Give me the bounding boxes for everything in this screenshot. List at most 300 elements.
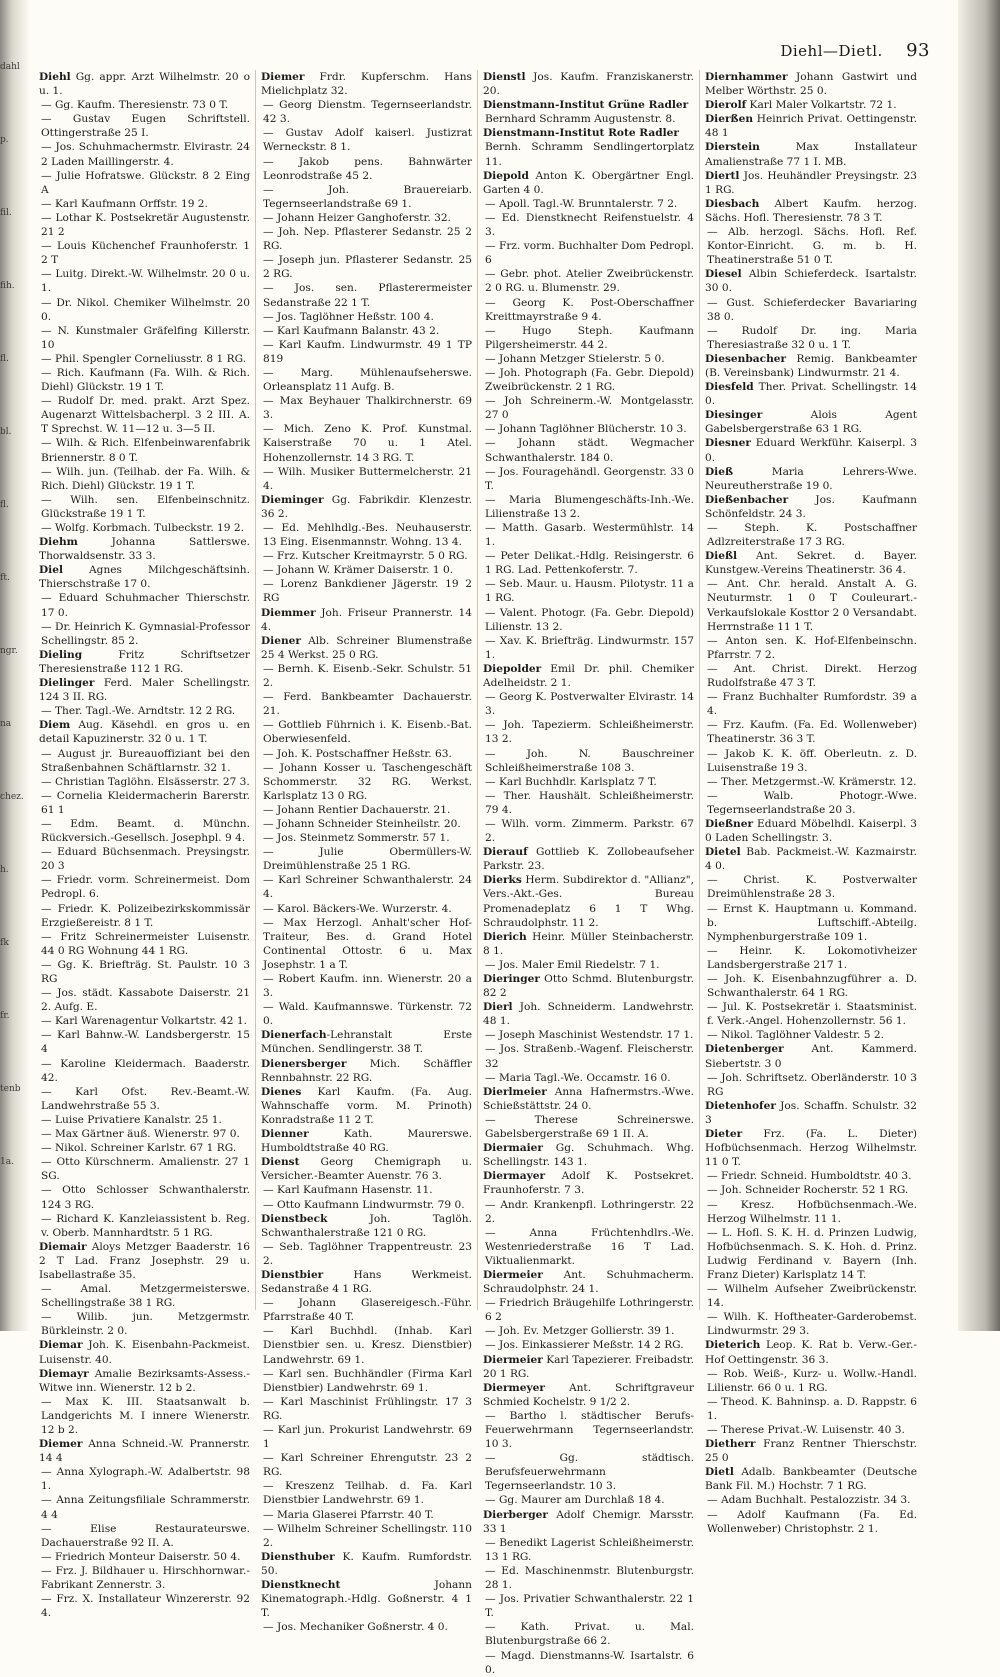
- header-title: Diehl—Dietl.: [780, 42, 883, 60]
- entry-details: Alb. Schreiner Blumenstraße 25 4 Werkst. 25 0 RG.: [261, 634, 472, 661]
- directory-entry: [261, 902, 472, 916]
- entry-details: -Lehranstalt Erste München. Sendlingerstr. 38 T.: [261, 1029, 472, 1056]
- entry-details: — Jos. städt. Kassabote Daiserstr. 21 2. Aufg. E.: [41, 987, 250, 1014]
- directory-entry: [705, 1310, 917, 1338]
- entry-surname: Dienstmann-Institut Rote Radler: [483, 127, 679, 140]
- spine-fragment: ngr.: [0, 646, 18, 656]
- entry-details: Remig. Bankbeamter (B. Vereinsbank) Lindwurmstr. 21 4.: [705, 352, 917, 379]
- directory-entry: [39, 1127, 250, 1141]
- directory-entry: [261, 183, 472, 211]
- entry-details: — Wilh. & Rich. Elfenbeinwarenfabrik Briennerstr. 8 0 T.: [41, 437, 250, 464]
- entry-details: Jos. Kaufmann Schönfeldstr. 24 3.: [705, 493, 917, 520]
- entry-details: — Jos. Maler Emil Riedelstr. 7 1.: [485, 958, 660, 971]
- directory-entry: [705, 1437, 917, 1465]
- directory-entry: [39, 775, 250, 789]
- directory-entry: [261, 70, 472, 98]
- directory-entry: [483, 1042, 694, 1070]
- directory-entry: [261, 521, 472, 549]
- directory-entry: [261, 253, 472, 281]
- entry-details: — Joh. K. Eisenbahnzugführer a. D. Schwanthalerstr. 64 1 RG.: [707, 973, 917, 1000]
- entry-details: — Gottlieb Führnich i. K. Eisenb.-Bat. Oberwiesenfeld.: [263, 719, 472, 746]
- directory-entry: [483, 1409, 694, 1451]
- entry-details: — Lothar K. Postsekretär Augustenstr. 21 2: [41, 211, 250, 239]
- directory-entry: [483, 366, 694, 394]
- entry-details: — Karl Kaufmann Orffstr. 19 2.: [41, 197, 208, 210]
- entry-details: — Kath. Privat. u. Mal. Blutenburgstraße 66 2.: [485, 1621, 694, 1648]
- entry-details: Jos. Heuhändler Preysingstr. 23 1 RG.: [705, 169, 917, 196]
- entry-details: — Robert Kaufm. inn. Wienerstr. 20 a 3.: [263, 973, 472, 1000]
- directory-entry: [483, 352, 694, 366]
- entry-details: — Jos. Mechaniker Goßnerstr. 4 0.: [263, 1621, 448, 1634]
- directory-entry: [483, 634, 694, 662]
- entry-details: — Adolf Kaufmann (Fa. Ed. Wollenweber) Christophstr. 2 1.: [707, 1508, 917, 1535]
- entry-details: — Marg. Mühlenaufseherswe. Orleansplatz 11 Aufg. B.: [263, 366, 472, 394]
- directory-entry: [261, 803, 472, 817]
- directory-entry: [483, 972, 694, 1000]
- entry-details: — Johann Schneider Steinheilstr. 20.: [263, 817, 461, 830]
- directory-entry: [261, 493, 472, 521]
- entry-details: — Karl Buchhdl. (Inhab. Karl Dienstbier sen. u. Kresz. Dienstbier) Landwehrstr. 69 1.: [263, 1325, 472, 1366]
- directory-entry: [261, 817, 472, 831]
- entry-details: — Benedikt Lagerist Schleißheimerstr. 13 1 RG.: [485, 1536, 694, 1563]
- entry-details: Albin Schieferdeck. Isartalstr. 30 0.: [705, 268, 917, 295]
- entry-surname: Diermeyer: [483, 1381, 545, 1394]
- entry-details: — Valent. Photogr. (Fa. Gebr. Diepold) Lilienstr. 13 2.: [485, 606, 694, 633]
- running-head: [780, 40, 930, 61]
- entry-surname: Dießl: [705, 550, 738, 563]
- entry-surname: Diel: [39, 564, 63, 577]
- entry-details: — Ther. Haushält. Schleißheimerstr. 79 4.: [485, 789, 694, 816]
- entry-details: — L. Hofl. S. K. H. d. Prinzen Ludwig, Hofbüchsenmach. S. K. Hoh. d. Prinz. Ludwig Ferdinand v. Bayern (Inh. Franz Dieter) Karlsplatz 14 T.: [707, 1226, 917, 1281]
- entry-details: Joh. Friseur Prannerstr. 14 4.: [261, 606, 472, 633]
- directory-entry: [261, 211, 472, 225]
- directory-entry: [483, 1226, 694, 1268]
- entry-details: Leop. K. Rat b. Verw.-Ger.-Hof Oettingenstr. 36 3.: [705, 1339, 917, 1366]
- entry-details: — Jakob K. K. öff. Oberleutn. z. D. Luisenstraße 19 3.: [707, 747, 917, 774]
- entry-details: — Seb. Maur. u. Hausm. Pilotystr. 11 a 1 RG.: [485, 578, 694, 605]
- entry-details: — Joh. Tapezierm. Schleißheimerstr. 13 2.: [485, 719, 694, 746]
- entry-surname: Dierstein: [705, 141, 760, 154]
- directory-entry: [39, 521, 250, 535]
- directory-entry: [39, 169, 250, 197]
- directory-entry: [261, 1028, 472, 1056]
- entry-surname: Dießner: [705, 817, 754, 830]
- directory-entry: [483, 239, 694, 267]
- directory-entry: [483, 1268, 694, 1296]
- directory-entry: [705, 662, 917, 690]
- entry-details: Bernhard Schramm Augustenstr. 8.: [485, 113, 676, 126]
- entry-details: — Anton sen. K. Hof-Elfenbeinschn. Pfarrstr. 7 2.: [707, 634, 917, 661]
- directory-entry: [483, 465, 694, 493]
- directory-entry: [261, 1296, 472, 1324]
- directory-entry: [705, 465, 917, 493]
- entry-surname: Diemer: [39, 1438, 83, 1451]
- entry-details: — Karl Maschinist Frühlingstr. 17 3 RG.: [263, 1395, 472, 1422]
- entry-details: — Ernst K. Hauptmann u. Kommand. b. Luftschiff.-Abteilg. Nymphenburgerstraße 109 1.: [707, 902, 917, 943]
- directory-entry: [705, 1099, 917, 1127]
- directory-entry: [483, 1353, 694, 1381]
- entry-details: Heinr. Müller Steinbacherstr. 8 1.: [483, 930, 694, 957]
- directory-entry: [705, 972, 917, 1000]
- directory-entry: [705, 521, 917, 549]
- entry-details: — Karl Kaufmann Balanstr. 43 2.: [263, 324, 440, 337]
- entry-details: — Karl Kaufmann Hasenstr. 11.: [263, 1184, 433, 1197]
- directory-entry: [39, 1212, 250, 1240]
- entry-details: Emil Dr. phil. Chemiker Adelheidstr. 2 1.: [483, 662, 694, 690]
- directory-entry: [483, 70, 694, 98]
- directory-entry: [705, 1226, 917, 1282]
- directory-entry: [483, 549, 694, 577]
- entry-surname: Diemmer: [261, 606, 316, 619]
- entry-details: — Johann Kosser u. Taschengeschäft Schommerstr. 32 RG. Werkst. Karlsplatz 13 0 RG.: [263, 761, 472, 802]
- entry-details: Joh. K. Eisenbahn-Packmeist. Luisenstr. 40.: [39, 1339, 250, 1366]
- spine-fragment: ft.: [0, 573, 10, 583]
- directory-entry: [483, 1000, 694, 1028]
- entry-details: — Heinr. K. Lokomotivheizer Landsbergerstraße 217 1.: [707, 944, 917, 971]
- directory-entry: [39, 1141, 250, 1155]
- directory-entry: [39, 845, 250, 873]
- directory-entry: [705, 845, 917, 873]
- spine-fragment: dahl: [0, 62, 20, 72]
- directory-entry: [39, 902, 250, 930]
- directory-entry: [261, 1155, 472, 1183]
- directory-entry: [39, 1367, 250, 1395]
- entry-details: — Bartho l. städtischer Berufs-Feuerwehrmann Tegernseerlandstr. 10 3.: [485, 1409, 694, 1451]
- entry-surname: Dienstmann-Institut Grüne Radler: [483, 99, 689, 112]
- column-2: [256, 70, 478, 1634]
- spine-fragment: fk: [0, 938, 9, 948]
- entry-details: — Johann Metzger Stielerstr. 5 0.: [485, 352, 665, 365]
- entry-details: — Walb. Photogr.-Wwe. Tegernseerlandstraße 20 3.: [707, 789, 917, 816]
- directory-entry: [483, 1508, 694, 1536]
- directory-entry: [483, 1536, 694, 1564]
- directory-entry: [705, 1493, 917, 1507]
- entry-details: Maria Lehrers-Wwe. Neureutherstraße 19 0.: [705, 465, 917, 492]
- directory-entry: [483, 718, 694, 746]
- entry-surname: Diernhammer: [705, 71, 788, 83]
- entry-details: — Karl sen. Buchhändler (Firma Karl Dienstbier) Landwehrstr. 69 1.: [263, 1367, 472, 1394]
- directory-entry: [705, 380, 917, 408]
- entry-surname: Dieminger: [261, 493, 324, 506]
- directory-entry: [483, 690, 694, 718]
- directory-entry: [705, 1423, 917, 1437]
- directory-entry: [39, 591, 250, 619]
- entry-details: — Karl Schreiner Schwanthalerstr. 24 4.: [263, 874, 472, 901]
- entry-details: — Gust. Schieferdecker Bavariaring 38 0.: [707, 296, 917, 323]
- entry-details: Herm. Subdirektor d. "Allianz", Vers.-Akt.-Ges. Bureau Promenadeplatz 6 1 T Whg. Schraudolphstr. 11 2.: [483, 874, 694, 929]
- entry-details: — Maria Blumengeschäfts-Inh.-We. Lilienstraße 13 2.: [485, 493, 694, 520]
- directory-entry: [705, 1367, 917, 1395]
- entry-details: Eduard Möbelhdl. Kaiserpl. 3 0 Laden Schellingstr. 3.: [705, 817, 917, 845]
- directory-entry: [39, 718, 250, 746]
- entry-details: — Wilh. vorm. Zimmerm. Parkstr. 67 2.: [485, 817, 694, 845]
- entry-details: — Eduard Büchsenmach. Preysingstr. 20 3: [41, 846, 250, 873]
- directory-entry: [39, 140, 250, 168]
- entry-details: — Karl Warenagentur Volkartstr. 42 1.: [41, 1015, 247, 1028]
- directory-entry: [705, 70, 917, 98]
- entry-details: — Joh. Ev. Metzger Gollierstr. 39 1.: [485, 1325, 675, 1338]
- entry-details: Otto Schmd. Blutenburgstr. 82 2: [483, 973, 694, 1000]
- entry-details: Ferd. Maler Schellingstr. 124 3 II. RG.: [39, 677, 250, 704]
- entry-details: — Rich. Kaufmann (Fa. Wilh. & Rich. Diehl) Glückstr. 19 1 T.: [41, 366, 250, 394]
- entry-details: Gg. Fabrikdir. Klenzestr. 36 2.: [261, 493, 472, 520]
- entry-details: — Lorenz Bankdiener Jägerstr. 19 2 RG: [263, 578, 472, 605]
- directory-entry: [261, 1268, 472, 1296]
- entry-details: Adalb. Bankbeamter (Deutsche Bank Fil. M.) Hochstr. 7 1 RG.: [705, 1466, 917, 1493]
- entry-details: Gg. appr. Arzt Wilhelmstr. 20 o u. 1.: [39, 71, 250, 98]
- entry-details: — Anna Xylograph.-W. Adalbertstr. 98 1.: [41, 1466, 250, 1493]
- entry-details: — Ed. Mehlhdlg.-Bes. Neuhauserstr. 13 Eing. Eisenmannstr. Wohng. 13 4.: [263, 522, 472, 549]
- directory-entry: [39, 789, 250, 817]
- entry-surname: Dienes: [261, 1085, 302, 1098]
- directory-entry: [483, 1071, 694, 1085]
- entry-details: Anton K. Obergärtner Engl. Garten 4 0.: [483, 169, 694, 196]
- entry-details: — Wilh. jun. (Teilhab. der Fa. Wilh. & Rich. Diehl) Glückstr. 19 1 T.: [41, 465, 250, 492]
- entry-details: Bernh. Schramm Sendlingertorplatz 11.: [485, 141, 694, 168]
- entry-details: Kath. Maurerswe. Humboldtstraße 40 RG.: [261, 1128, 472, 1155]
- entry-details: — Johann Heizer Ganghoferstr. 32.: [263, 211, 451, 224]
- entry-details: — Therese Privat.-W. Luisenstr. 40 3.: [707, 1424, 905, 1436]
- directory-entry: [483, 1296, 694, 1324]
- directory-entry: [705, 577, 917, 633]
- entry-details: — Johann städt. Wegmacher Schwanthalerstr. 184 0.: [485, 437, 694, 464]
- directory-entry: [261, 634, 472, 662]
- directory-entry: [39, 197, 250, 211]
- entry-details: — Karoline Kleidermach. Baaderstr. 42.: [41, 1057, 250, 1084]
- directory-entry: [705, 1028, 917, 1042]
- directory-entry: [39, 1057, 250, 1085]
- directory-entry: [261, 1423, 472, 1451]
- entry-surname: Dienerfach: [261, 1029, 327, 1042]
- directory-entry: [483, 324, 694, 352]
- entry-details: — Friedrich Monteur Daiserstr. 50 4.: [41, 1550, 241, 1563]
- entry-details: Anna Schneid.-W. Prannerstr. 14 4: [39, 1438, 250, 1465]
- entry-details: — Rudolf Dr. med. prakt. Arzt Spez. Augenarzt Wittelsbacherpl. 3 2 III. A. T Sprechst. W. 11—12 u. 3—5 II.: [41, 395, 250, 436]
- directory-entry: [39, 535, 250, 563]
- entry-details: Max Installateur Amalienstraße 77 1 I. MB.: [705, 141, 917, 168]
- directory-entry: [483, 1620, 694, 1648]
- directory-entry: [261, 1000, 472, 1028]
- directory-entry: [261, 98, 472, 126]
- entry-details: Johann Gastwirt und Melber Wörthstr. 25 0.: [705, 71, 917, 98]
- directory-entry: [705, 549, 917, 577]
- directory-entry: [39, 1014, 250, 1028]
- entry-details: — Joh. Nep. Pflasterer Sedanstr. 25 2 RG.: [263, 226, 472, 253]
- directory-entry: [39, 817, 250, 845]
- entry-surname: Diepold: [483, 169, 529, 182]
- directory-entry: [39, 986, 250, 1014]
- entry-details: — Johann W. Krämer Daiserstr. 1 0.: [263, 564, 454, 577]
- directory-entry: [39, 620, 250, 648]
- entry-details: — Joh. N. Bauschreiner Schleißheimerstraße 108 3.: [485, 747, 694, 774]
- entry-surname: Diesbach: [705, 197, 760, 210]
- directory-entry: [483, 1592, 694, 1620]
- entry-details: — Otto Kaufmann Lindwurmstr. 79 0.: [263, 1198, 465, 1211]
- directory-entry: [39, 1522, 250, 1550]
- entry-details: — Karl Kaufm. Lindwurmstr. 49 1 TP 819: [263, 338, 472, 365]
- entry-details: — Ant. Chr. herald. Anstalt A. G. Neuturmstr. 1 0 T Couleurart.-Verkaufslokale Kosttor 2 0 Versandabt. Herrnstraße 11 1 T.: [707, 578, 917, 633]
- entry-details: — Nikol. Taglöhner Valdestr. 5 2.: [707, 1029, 884, 1042]
- entry-surname: Dietl: [705, 1466, 734, 1479]
- directory-entry: [483, 930, 694, 958]
- spine-fragment: fl.: [0, 354, 9, 364]
- directory-entry: [39, 1240, 250, 1282]
- entry-details: — Joseph jun. Pflasterer Sedanstr. 25 2 RG.: [263, 254, 472, 281]
- entry-details: — Wolfg. Korbmach. Tulbeckstr. 19 2.: [41, 522, 245, 534]
- entry-details: — Jos. Schuhmachermstr. Elvirastr. 24 2 Laden Maillingerstr. 4.: [41, 141, 250, 168]
- entry-details: — Julie Obermüllers-W. Dreimühlenstraße 25 1 RG.: [263, 846, 472, 873]
- directory-entry: [483, 1451, 694, 1493]
- directory-entry: [705, 817, 917, 845]
- directory-entry: [483, 1381, 694, 1409]
- entry-surname: Diemair: [39, 1240, 87, 1253]
- entry-details: — Jos. Einkassierer Meßstr. 14 2 RG.: [485, 1339, 684, 1352]
- entry-surname: Dietenberger: [705, 1043, 784, 1056]
- entry-details: — Wilh. sen. Elfenbeinschnitz. Glückstraße 19 1 T.: [41, 493, 250, 520]
- directory-entry: [705, 1282, 917, 1310]
- entry-surname: Diermeier: [483, 1353, 543, 1366]
- entry-details: — Anna Früchtenhdlrs.-We. Westenriederstraße 16 T Lad. Viktualienmarkt.: [485, 1226, 694, 1267]
- entry-details: — Theod. K. Bahninsp. a. D. Rappstr. 6 1.: [707, 1395, 917, 1422]
- directory-entry: [483, 197, 694, 211]
- directory-entry: [483, 747, 694, 775]
- entry-details: Karl Tapezierer. Freibadstr. 20 1 RG.: [483, 1353, 694, 1380]
- entry-details: Frz. (Fa. L. Dieter) Hofbüchsenmach. Herzog Wilhelmstr. 11 0 T.: [705, 1128, 917, 1169]
- entry-details: — Max Gärtner äuß. Wienerstr. 97 0.: [41, 1128, 240, 1141]
- directory-entry: [483, 296, 694, 324]
- spine-fragment: fil.: [0, 208, 12, 218]
- directory-entry: [261, 324, 472, 338]
- entry-surname: Diepolder: [483, 662, 542, 675]
- directory-entry: [39, 704, 250, 718]
- directory-entry: [261, 1578, 472, 1620]
- spine-fragment: p.: [0, 135, 9, 145]
- entry-surname: Diesinger: [705, 409, 763, 422]
- directory-entry: [261, 225, 472, 253]
- entry-details: — Luitg. Direkt.-W. Wilhelmstr. 20 0 u. 1.: [41, 268, 250, 295]
- directory-entry: [261, 1085, 472, 1127]
- directory-entry: [705, 493, 917, 521]
- entry-details: — Richard K. Kanzleiassistent b. Reg. v. Oberb. Mannhardtstr. 5 1 RG.: [41, 1212, 250, 1239]
- directory-entry: [261, 747, 472, 761]
- directory-entry: [705, 775, 917, 789]
- directory-entry: [261, 338, 472, 366]
- directory-entry: [39, 1155, 250, 1183]
- directory-entry: [39, 1113, 250, 1127]
- directory-entry: [483, 1113, 694, 1141]
- entry-details: — Wilhelm Aufseher Zweibrückenstr. 14.: [707, 1283, 917, 1310]
- entry-details: Bab. Packmeist.-W. Kazmairstr. 4 0.: [705, 846, 917, 873]
- directory-entry: [705, 352, 917, 380]
- entry-details: — Apoll. Tagl.-W. Brunntalerstr. 7 2.: [485, 197, 678, 210]
- entry-details: — Joh Schreinerm.-W. Montgelasstr. 27 0: [485, 395, 694, 422]
- directory-entry: [261, 606, 472, 634]
- spine-fragment: tenb: [0, 1084, 21, 1094]
- directory-entry: [39, 239, 250, 267]
- directory-entry: [39, 436, 250, 464]
- directory-entry: [261, 465, 472, 493]
- entry-surname: Dierks: [483, 874, 522, 887]
- entry-details: — Christ. K. Postverwalter Dreimühlenstraße 28 3.: [707, 874, 917, 901]
- directory-entry: [261, 916, 472, 972]
- directory-entry: [483, 662, 694, 690]
- directory-entry: [705, 225, 917, 267]
- directory-entry: [705, 1169, 917, 1183]
- entry-details: — Ther. Metzgermst.-W. Krämerstr. 12.: [707, 775, 917, 788]
- facing-page-fragment: [0, 0, 32, 1331]
- directory-entry: [483, 1169, 694, 1197]
- entry-details: — Gg. K. Briefträg. St. Paulstr. 10 3 RG: [41, 958, 250, 985]
- entry-surname: Diem: [39, 719, 71, 732]
- entry-surname: Dierolf: [705, 99, 747, 112]
- entry-surname: Dierßen: [705, 113, 754, 126]
- entry-surname: Diesner: [705, 437, 751, 450]
- directory-entry: [705, 1395, 917, 1423]
- entry-details: — Dr. Heinrich K. Gymnasial-Professor Schellingstr. 85 2.: [41, 620, 250, 647]
- directory-entry: [39, 267, 250, 295]
- directory-entry: [705, 1000, 917, 1028]
- directory-entry: [705, 112, 917, 140]
- entry-surname: Diesfeld: [705, 381, 754, 394]
- directory-entry: [483, 211, 694, 239]
- directory-entry: [705, 747, 917, 775]
- entry-details: Adolf Chemigr. Marsstr. 33 1: [483, 1508, 694, 1535]
- entry-surname: Diermaier: [483, 1142, 543, 1155]
- directory-entry: [705, 169, 917, 197]
- entry-surname: Diensthuber: [261, 1550, 335, 1563]
- directory-entry: [39, 873, 250, 901]
- entry-details: — Peter Delikat.-Hdlg. Reisingerstr. 6 1 RG. Lad. Pettenkoferstr. 7.: [485, 550, 694, 577]
- directory-entry: [261, 718, 472, 746]
- entry-details: — N. Kunstmaler Gräfelfing Killerstr. 10: [41, 324, 250, 351]
- entry-details: — Jos. Privatier Schwanthalerstr. 22 1 T.: [485, 1593, 694, 1620]
- entry-details: — Therese Schreinerswe. Gabelsbergerstraße 69 1 II. A.: [485, 1113, 694, 1141]
- directory-entry: [39, 1465, 250, 1493]
- directory-entry: [39, 1437, 250, 1465]
- entry-surname: Diehm: [39, 536, 78, 549]
- directory-entry: [705, 267, 917, 295]
- directory-entry: [705, 197, 917, 225]
- entry-details: — Georg Dienstm. Tegernseerlandstr. 42 3.: [263, 99, 472, 126]
- entry-details: — Gebr. phot. Atelier Zweibrückenstr. 2 0 RG. u. Blumenstr. 29.: [485, 268, 694, 295]
- directory-entry: [483, 1141, 694, 1169]
- directory-entry: [705, 1198, 917, 1226]
- directory-entry: [483, 1028, 694, 1042]
- entry-details: Georg Chemigraph u. Versicher.-Beamter Auenstr. 76 3.: [261, 1156, 472, 1183]
- entry-details: — Joseph Maschinist Westendstr. 17 1.: [485, 1029, 694, 1042]
- directory-entry: [705, 634, 917, 662]
- entry-details: Ant. Schriftgraveur Schmied Kochelstr. 9 1/2 2.: [483, 1381, 694, 1408]
- entry-details: Joh. Taglöh. Schwanthalerstraße 121 0 RG.: [261, 1212, 472, 1239]
- directory-entry: [261, 1620, 472, 1634]
- entry-details: Ant. Kammerd. Siebertstr. 3 0: [705, 1043, 917, 1070]
- entry-surname: Dienner: [261, 1128, 309, 1141]
- spine-fragment: fl.: [0, 500, 9, 510]
- entry-details: K. Kaufm. Rumfordstr. 50.: [261, 1550, 472, 1577]
- entry-details: — Karl Schreiner Ehrengutstr. 23 2 RG.: [263, 1452, 472, 1479]
- entry-details: — Alb. herzogl. Sächs. Hofl. Ref. Kontor-Einricht. G. m. b. H. Theatinerstraße 51 0 T.: [707, 226, 917, 267]
- entry-details: — Luise Privatiere Kanalstr. 25 1.: [41, 1113, 222, 1126]
- directory-entry: [39, 1395, 250, 1437]
- entry-details: — Johann Taglöhner Blücherstr. 10 3.: [485, 423, 687, 436]
- directory-entry: [39, 648, 250, 676]
- entry-surname: Dierl: [483, 1001, 513, 1014]
- entry-details: — Dr. Nikol. Chemiker Wilhelmstr. 20 0.: [41, 296, 250, 323]
- directory-entry: [261, 845, 472, 873]
- directory-entry: [261, 422, 472, 464]
- entry-details: — Maria Tagl.-We. Occamstr. 16 0.: [485, 1071, 671, 1084]
- entry-details: — Seb. Taglöhner Trappentreustr. 23 2.: [263, 1240, 472, 1267]
